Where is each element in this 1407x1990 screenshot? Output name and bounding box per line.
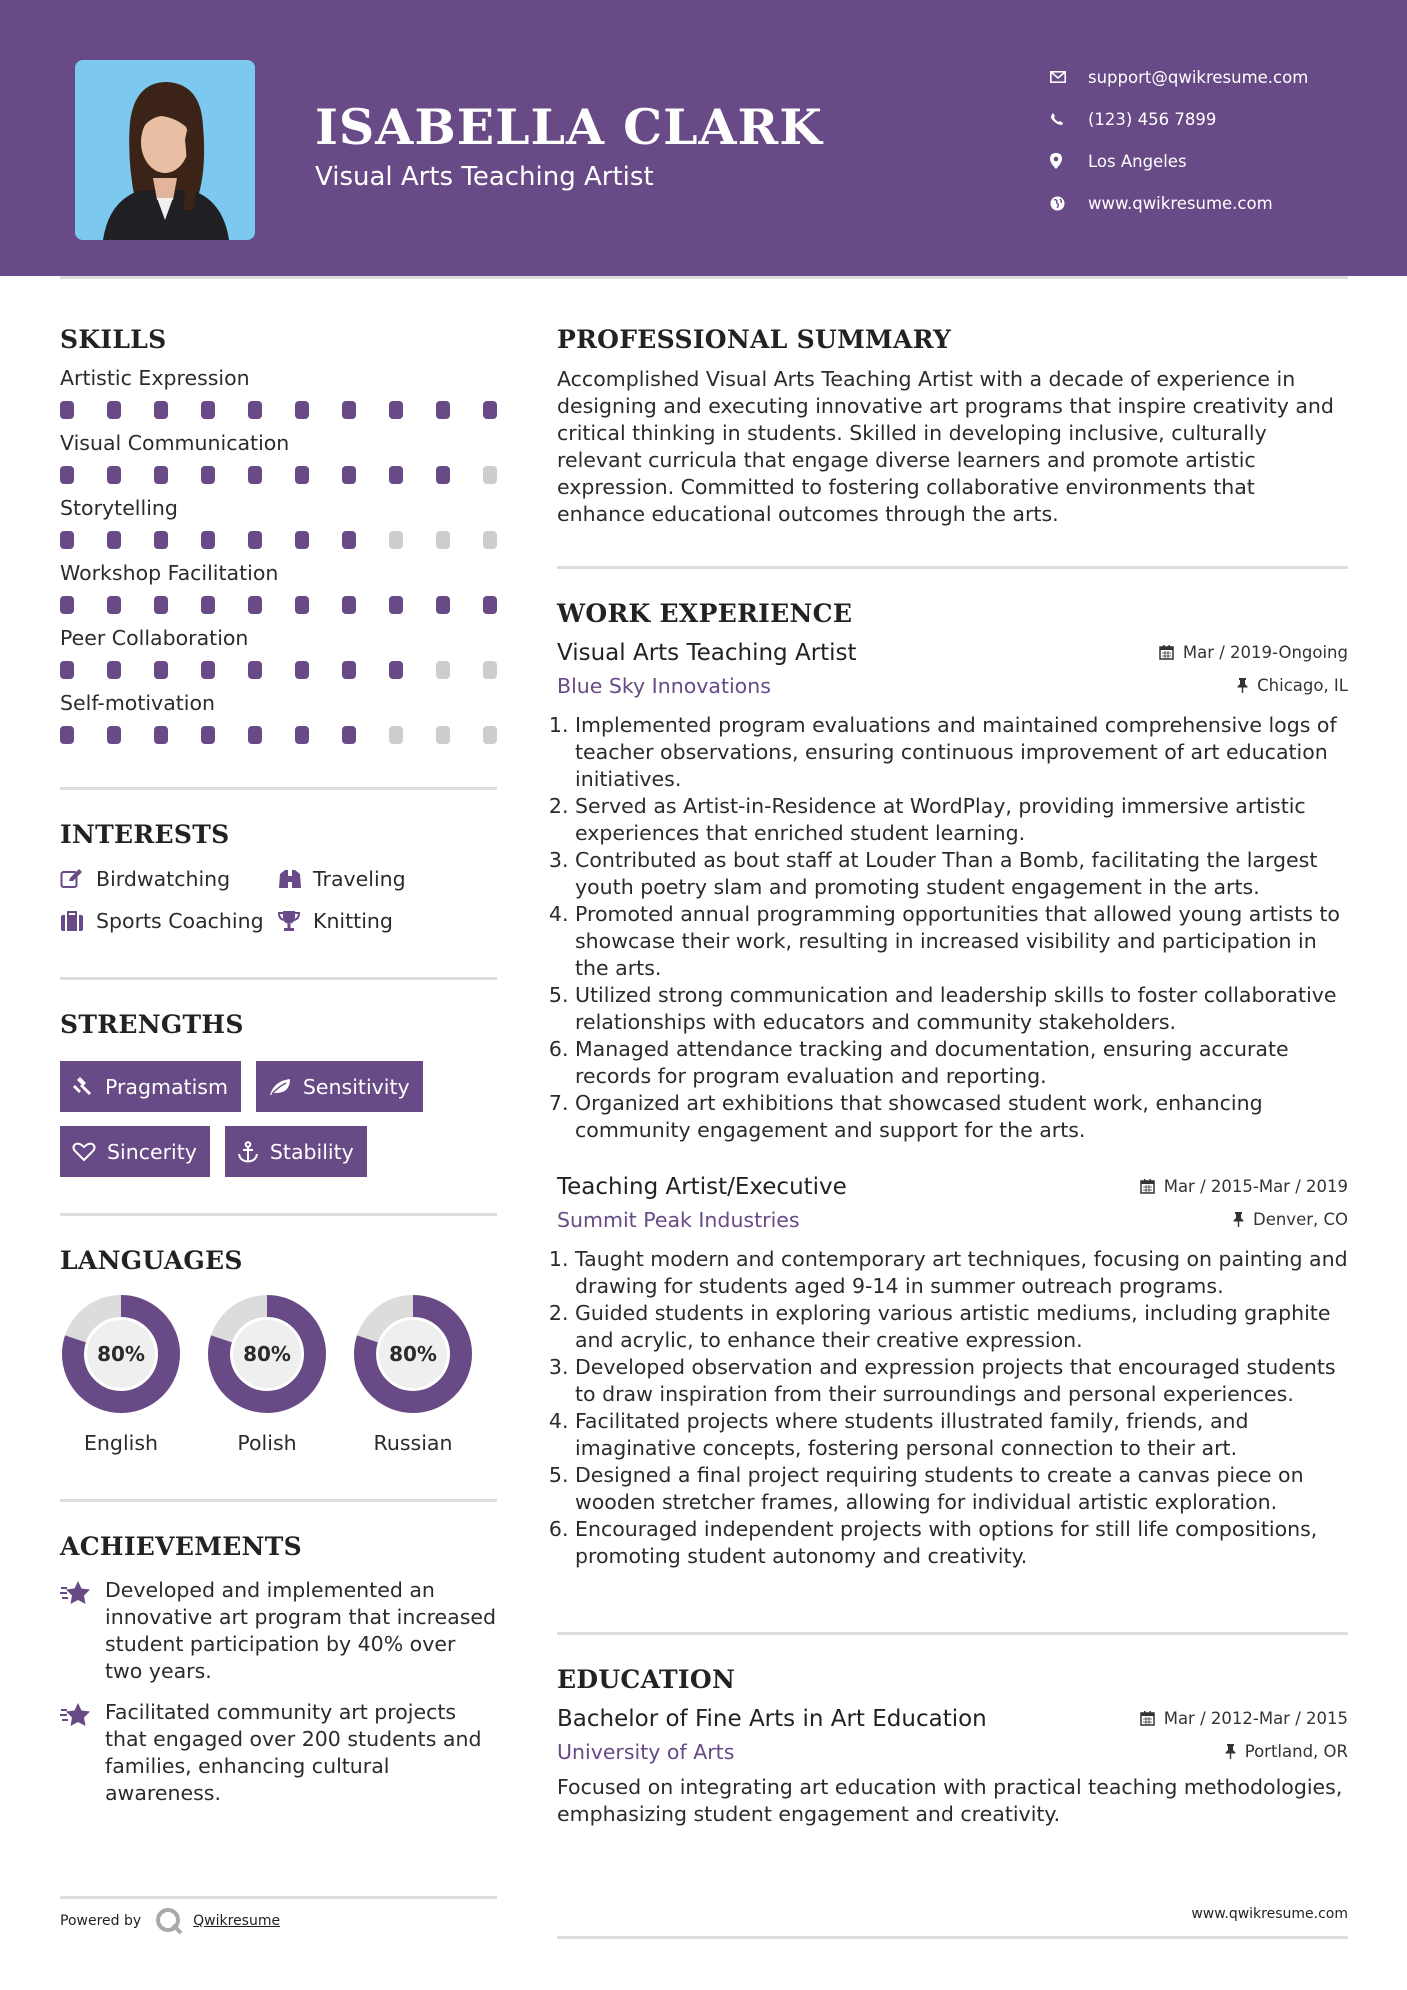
powered-by	[60, 1907, 497, 1935]
section-divider	[60, 977, 497, 980]
powered-by-text: Powered by	[60, 1913, 142, 1929]
language-percent: 80%	[389, 1342, 437, 1366]
education-description: Focused on integrating art education with practical teaching methodologies, emphasizing student engagement and creativity.	[557, 1775, 1343, 1826]
job-entry	[557, 640, 1348, 1144]
strength-badge	[60, 1061, 241, 1112]
strengths-section	[60, 1010, 497, 1177]
education-dates	[1140, 1709, 1348, 1728]
school-name: University of Arts	[557, 1740, 735, 1764]
rating-dot-empty	[483, 466, 497, 484]
rating-dot-filled	[154, 401, 168, 419]
skill-rating	[60, 531, 497, 549]
rating-dot-empty	[436, 661, 450, 679]
skill-rating	[60, 596, 497, 614]
languages-section	[60, 1246, 497, 1455]
language-name: Polish	[237, 1431, 297, 1455]
rating-dot-filled	[107, 401, 121, 419]
interest-label: Knitting	[313, 909, 393, 933]
achievement-item	[60, 1699, 497, 1807]
rating-dot-filled	[295, 661, 309, 679]
calendar-icon	[1159, 645, 1174, 660]
strength-label: Sensitivity	[302, 1074, 410, 1099]
pushpin-icon	[1237, 678, 1248, 693]
job-title: Visual Arts Teaching Artist	[557, 640, 857, 666]
skills-list	[60, 366, 497, 744]
rating-dot-filled	[201, 401, 215, 419]
rating-dot-filled	[154, 466, 168, 484]
rating-dot-filled	[201, 661, 215, 679]
rating-dot-filled	[60, 661, 74, 679]
interest-label: Birdwatching	[96, 867, 231, 891]
rating-dot-filled	[342, 401, 356, 419]
rating-dot-filled	[201, 726, 215, 744]
interests-title: INTERESTS	[60, 820, 230, 849]
rating-dot-filled	[248, 466, 262, 484]
duty-item: 6. Managed attendance tracking and documentation, ensuring accurate records for program evaluation and reporting.	[575, 1036, 1348, 1090]
achievement-text: Developed and implemented an innovative art program that increased student participation by 40% over two years.	[105, 1578, 497, 1683]
strength-label: Stability	[269, 1139, 354, 1164]
job-dates	[1140, 1177, 1348, 1196]
job-dates-text: Mar / 2019-Ongoing	[1182, 643, 1348, 662]
interest-item	[60, 909, 277, 933]
skill-name: Workshop Facilitation	[60, 561, 279, 585]
rating-dot-filled	[342, 661, 356, 679]
star-icon	[60, 1577, 105, 1685]
rating-dot-filled	[295, 466, 309, 484]
skill-name: Visual Communication	[60, 431, 290, 455]
achievements-section	[60, 1532, 497, 1807]
job-duties	[557, 712, 1348, 1144]
language-name: Russian	[373, 1431, 453, 1455]
rating-dot-filled	[436, 401, 450, 419]
company-name: Blue Sky Innovations	[557, 674, 771, 698]
rating-dot-filled	[60, 401, 74, 419]
profile-photo	[75, 60, 255, 240]
degree-title: Bachelor of Fine Arts in Art Education	[557, 1706, 987, 1732]
education-title: EDUCATION	[557, 1665, 736, 1694]
summary-text: Accomplished Visual Arts Teaching Artist with a decade of experience in designing and executing innovative art programs that inspire creativity and critical thinking in students. Skilled in developing inclusive, culturally relevant curricula that engage diverse learners and promote artistic expression. Committed to fostering collaborative environments that enhance educational outcomes through the arts.	[557, 367, 1334, 526]
anchor-icon	[237, 1141, 259, 1163]
candidate-title: Visual Arts Teaching Artist	[315, 162, 654, 192]
interest-item	[277, 909, 477, 933]
contact-website-text[interactable]: www.qwikresume.com	[1088, 193, 1273, 213]
section-divider	[557, 566, 1348, 569]
rating-dot-empty	[483, 726, 497, 744]
footer-divider	[60, 1896, 497, 1899]
envelope-icon	[1050, 71, 1088, 83]
candidate-name: ISABELLA CLARK	[315, 98, 823, 156]
rating-dot-filled	[154, 661, 168, 679]
language-item	[352, 1293, 474, 1455]
calendar-icon	[1140, 1179, 1155, 1194]
job-location	[1237, 676, 1348, 695]
strength-badge	[256, 1061, 423, 1112]
contact-phone[interactable]	[1050, 98, 1380, 140]
duty-item: 3. Developed observation and expression projects that encouraged students to draw inspiration from their surroundings and personal experiences.	[575, 1354, 1348, 1408]
duty-item: 5. Utilized strong communication and leadership skills to foster collaborative relationships with educators and community stakeholders.	[575, 982, 1348, 1036]
rating-dot-empty	[436, 726, 450, 744]
language-name: English	[83, 1431, 159, 1455]
rating-dot-empty	[436, 531, 450, 549]
job-title: Teaching Artist/Executive	[557, 1174, 847, 1200]
rating-dot-filled	[342, 466, 356, 484]
section-divider	[60, 1499, 497, 1502]
leaf-icon	[268, 1077, 292, 1097]
contact-location	[1050, 140, 1380, 182]
rating-dot-filled	[248, 726, 262, 744]
rating-dot-empty	[389, 726, 403, 744]
section-divider	[60, 787, 497, 790]
rating-dot-filled	[295, 726, 309, 744]
gavel-icon	[72, 1076, 94, 1098]
strength-badge	[60, 1126, 210, 1177]
section-divider	[60, 1213, 497, 1216]
duty-item: 2. Guided students in exploring various artistic mediums, including graphite and acrylic, to enhance their creative expression.	[575, 1300, 1348, 1354]
rating-dot-filled	[295, 531, 309, 549]
footer-website-link[interactable]: www.qwikresume.com	[1191, 1906, 1348, 1922]
duty-item: 1. Implemented program evaluations and maintained comprehensive logs of teacher observations, ensuring continuous improvement of art education initiatives.	[575, 712, 1348, 793]
experience-title: WORK EXPERIENCE	[557, 599, 853, 628]
contact-location-text: Los Angeles	[1088, 151, 1187, 171]
rating-dot-filled	[436, 596, 450, 614]
star-icon	[60, 1699, 105, 1807]
footer-left	[60, 1896, 497, 1935]
rating-dot-filled	[60, 726, 74, 744]
duty-item: 4. Promoted annual programming opportunities that allowed young artists to showcase their work, resulting in increased visibility and participation in the arts.	[575, 901, 1348, 982]
skills-title: SKILLS	[60, 325, 167, 354]
right-column	[557, 325, 1348, 1828]
strength-label: Pragmatism	[105, 1074, 228, 1099]
rating-dot-filled	[107, 726, 121, 744]
rating-dot-filled	[248, 531, 262, 549]
duty-item: 3. Contributed as bout staff at Louder Than a Bomb, facilitating the largest youth poetry slam and promoting student engagement in the arts.	[575, 847, 1348, 901]
map-pin-icon	[1050, 153, 1088, 169]
rating-dot-filled	[60, 466, 74, 484]
rating-dot-filled	[201, 466, 215, 484]
rating-dot-filled	[60, 531, 74, 549]
job-dates	[1159, 643, 1348, 662]
rating-dot-filled	[436, 466, 450, 484]
footer-divider	[557, 1936, 1348, 1939]
company-name: Summit Peak Industries	[557, 1208, 800, 1232]
contact-website[interactable]	[1050, 182, 1380, 224]
achievements-title: ACHIEVEMENTS	[60, 1532, 302, 1561]
header-divider	[60, 276, 1348, 279]
language-donut-chart	[206, 1293, 328, 1415]
duty-item: 6. Encouraged independent projects with options for still life compositions, promoting student autonomy and creativity.	[575, 1516, 1348, 1570]
contact-email-text[interactable]: support@qwikresume.com	[1088, 67, 1309, 87]
skill-rating	[60, 726, 497, 744]
resume-header	[0, 0, 1407, 276]
experience-section	[557, 599, 1348, 1570]
skill-rating	[60, 661, 497, 679]
rating-dot-filled	[107, 531, 121, 549]
language-donut-chart	[352, 1293, 474, 1415]
rating-dot-filled	[295, 596, 309, 614]
rating-dot-filled	[483, 401, 497, 419]
achievement-text: Facilitated community art projects that engaged over 200 students and families, enhancing cultural awareness.	[105, 1700, 482, 1805]
languages-list	[60, 1293, 497, 1455]
language-donut-chart	[60, 1293, 182, 1415]
qwikresume-logo-icon	[155, 1907, 185, 1935]
rating-dot-filled	[107, 661, 121, 679]
rating-dot-filled	[107, 466, 121, 484]
section-divider	[557, 1632, 1348, 1635]
rating-dot-filled	[248, 401, 262, 419]
interests-list	[60, 867, 497, 933]
pushpin-icon	[1233, 1212, 1244, 1227]
language-item	[60, 1293, 182, 1455]
strength-label: Sincerity	[107, 1139, 197, 1164]
binoculars-icon	[277, 868, 313, 890]
rating-dot-filled	[389, 401, 403, 419]
pushpin-icon	[1225, 1744, 1236, 1759]
education-location-text: Portland, OR	[1244, 1742, 1348, 1761]
duty-item: 1. Taught modern and contemporary art techniques, focusing on painting and drawing for students aged 9-14 in summer outreach programs.	[575, 1246, 1348, 1300]
achievement-item	[60, 1577, 497, 1685]
education-dates-text: Mar / 2012-Mar / 2015	[1163, 1709, 1348, 1728]
contact-phone-text[interactable]: (123) 456 7899	[1088, 109, 1217, 129]
duty-item: 5. Designed a final project requiring students to create a canvas piece on wooden stretcher frames, allowing for individual artistic exploration.	[575, 1462, 1348, 1516]
rating-dot-filled	[107, 596, 121, 614]
education-section	[557, 1665, 1348, 1828]
rating-dot-filled	[389, 596, 403, 614]
rating-dot-filled	[483, 596, 497, 614]
footer-right	[557, 1906, 1348, 1939]
job-location	[1233, 1210, 1348, 1229]
job-entry	[557, 1174, 1348, 1570]
skill-rating	[60, 466, 497, 484]
language-percent: 80%	[243, 1342, 291, 1366]
summary-section	[557, 325, 1348, 528]
rating-dot-empty	[389, 531, 403, 549]
language-item	[206, 1293, 328, 1455]
rating-dot-filled	[342, 596, 356, 614]
strengths-list	[60, 1061, 497, 1177]
job-dates-text: Mar / 2015-Mar / 2019	[1163, 1177, 1348, 1196]
rating-dot-filled	[342, 726, 356, 744]
skill-name: Storytelling	[60, 496, 178, 520]
skill-name: Artistic Expression	[60, 366, 250, 390]
strength-badge	[225, 1126, 367, 1177]
portrait-illustration	[75, 60, 255, 240]
education-location	[1225, 1742, 1348, 1761]
summary-title: PROFESSIONAL SUMMARY	[557, 325, 952, 354]
rating-dot-filled	[295, 401, 309, 419]
rating-dot-filled	[154, 726, 168, 744]
rating-dot-empty	[483, 661, 497, 679]
rating-dot-filled	[342, 531, 356, 549]
contact-list	[1050, 56, 1380, 224]
languages-title: LANGUAGES	[60, 1246, 243, 1275]
rating-dot-filled	[201, 596, 215, 614]
duty-item: 7. Organized art exhibitions that showcased student work, enhancing community engagement and support for the arts.	[575, 1090, 1348, 1144]
rating-dot-filled	[60, 596, 74, 614]
interest-label: Traveling	[313, 867, 406, 891]
calendar-icon	[1140, 1711, 1155, 1726]
phone-icon	[1050, 112, 1088, 126]
pencil-square-icon	[60, 868, 96, 890]
skill-rating	[60, 401, 497, 419]
skill-name: Self-motivation	[60, 691, 216, 715]
rating-dot-filled	[248, 661, 262, 679]
skills-section	[60, 325, 497, 744]
strengths-title: STRENGTHS	[60, 1010, 244, 1039]
language-percent: 80%	[97, 1342, 145, 1366]
rating-dot-filled	[154, 596, 168, 614]
duty-item: 2. Served as Artist-in-Residence at WordPlay, providing immersive artistic experiences that enriched student learning.	[575, 793, 1348, 847]
skill-name: Peer Collaboration	[60, 626, 249, 650]
heart-icon	[72, 1142, 96, 1162]
trophy-icon	[277, 910, 313, 932]
rating-dot-filled	[201, 531, 215, 549]
interests-section	[60, 820, 497, 933]
suitcase-icon	[60, 910, 96, 932]
rating-dot-filled	[248, 596, 262, 614]
rating-dot-empty	[483, 531, 497, 549]
qwikresume-link[interactable]: Qwikresume	[193, 1913, 281, 1929]
job-location-text: Denver, CO	[1252, 1210, 1348, 1229]
job-location-text: Chicago, IL	[1257, 676, 1348, 695]
duty-item: 4. Facilitated projects where students illustrated family, friends, and imaginative concepts, fostering personal connection to their art.	[575, 1408, 1348, 1462]
interest-item	[277, 867, 477, 891]
globe-icon	[1050, 196, 1088, 211]
interest-label: Sports Coaching	[96, 909, 264, 933]
job-duties	[557, 1246, 1348, 1570]
rating-dot-filled	[389, 466, 403, 484]
left-column	[60, 325, 497, 1807]
interest-item	[60, 867, 277, 891]
rating-dot-filled	[389, 661, 403, 679]
contact-email[interactable]	[1050, 56, 1380, 98]
rating-dot-filled	[154, 531, 168, 549]
